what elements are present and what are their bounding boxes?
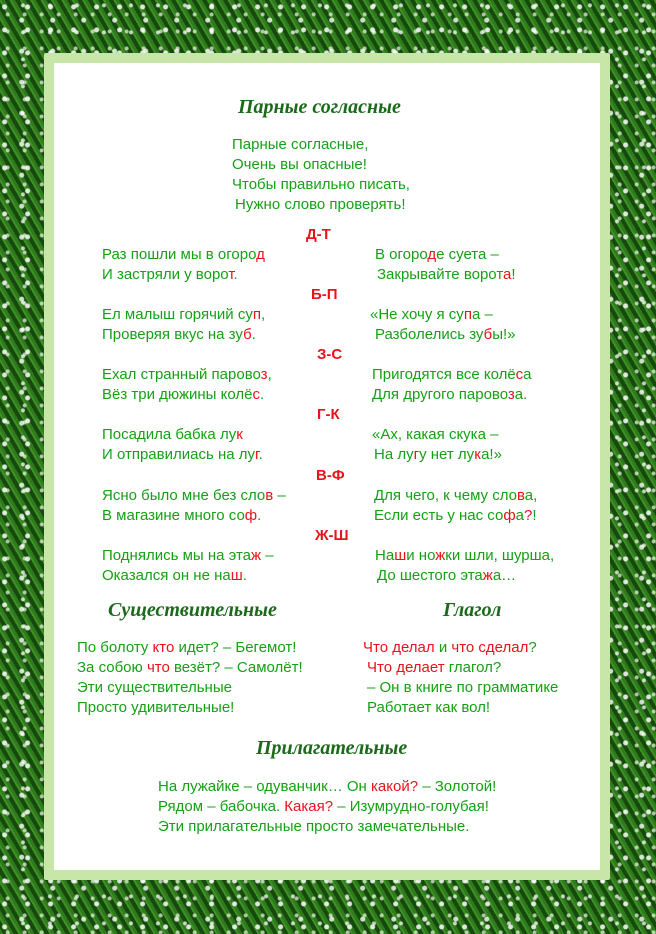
pair-label-bp: Б-П [311, 286, 338, 303]
pair-dt-left-1: Раз пошли мы в огород [102, 246, 265, 263]
verb-line-4: Работает как вол! [367, 699, 491, 716]
pair-bp-left-1: Ел малыш горячий суп, [102, 306, 266, 323]
noun-line-1: По болоту кто идет? – Бегемот! [77, 639, 297, 656]
pair-bp-left-2: Проверяя вкус на зуб. [102, 326, 256, 343]
pair-dt-right-1: В огороде суета – [375, 246, 499, 263]
pair-zs-left-1: Ехал странный паровоз, [102, 366, 272, 383]
paired-title: Парные согласные [238, 96, 401, 118]
pair-zhsh-left-2: Оказался он не наш. [102, 567, 247, 584]
verb-line-2: Что делает глагол? [367, 659, 502, 676]
adjective-line-3: Эти прилагательные просто замечательные. [158, 818, 470, 835]
adjective-line-1: На лужайке – одуванчик… Он какой? – Золотой! [158, 778, 497, 795]
pair-bp-right-2: Разболелись зубы!» [375, 326, 516, 343]
pair-zhsh-right-1: Наши ножки шли, шурша, [375, 547, 555, 564]
poem-line-2: Очень вы опасные! [232, 156, 367, 173]
pair-gk-right-2: На лугу нет лука!» [374, 446, 502, 463]
pair-vf-left-2: В магазине много соф. [102, 507, 262, 524]
pair-gk-left-1: Посадила бабка лук [102, 426, 243, 443]
pair-label-zhsh: Ж-Ш [315, 527, 349, 544]
pair-zs-right-2: Для другого паровоза. [372, 386, 528, 403]
verb-line-1: Что делал и что сделал? [363, 639, 537, 656]
adjective-title: Прилагательные [256, 737, 408, 759]
verb-title: Глагол [443, 599, 502, 621]
noun-line-4: Просто удивительные! [77, 699, 235, 716]
pair-zs-left-2: Вёз три дюжины колёс. [102, 386, 265, 403]
pair-dt-left-2: И застряли у ворот. [102, 266, 238, 283]
noun-title: Существительные [108, 599, 277, 621]
noun-line-3: Эти существительные [77, 679, 232, 696]
pair-label-vf: В-Ф [316, 467, 345, 484]
pair-bp-right-1: «Не хочу я супа – [370, 306, 493, 323]
noun-line-2: За собою что везёт? – Самолёт! [77, 659, 303, 676]
pair-vf-right-2: Если есть у нас софа?! [374, 507, 537, 524]
pair-zs-right-1: Пригодятся все колёса [372, 366, 532, 383]
pair-vf-left-1: Ясно было мне без слов – [102, 487, 286, 504]
pair-label-gk: Г-К [317, 406, 340, 423]
pair-zhsh-left-1: Поднялись мы на этаж – [102, 547, 274, 564]
poem-line-4: Нужно слово проверять! [235, 196, 406, 213]
pair-label-zs: З-С [317, 346, 343, 363]
pair-zhsh-right-2: До шестого этажа… [377, 567, 517, 584]
poem-line-3: Чтобы правильно писать, [232, 176, 410, 193]
adjective-line-2: Рядом – бабочка. Какая? – Изумрудно-голубая! [158, 798, 489, 815]
pair-dt-right-2: Закрывайте ворота! [377, 266, 516, 283]
verb-line-3: – Он в книге по грамматике [367, 679, 559, 696]
pair-gk-left-2: И отправилиась на луг. [102, 446, 263, 463]
pair-label-dt: Д-Т [306, 226, 331, 243]
poem-line-1: Парные согласные, [232, 136, 369, 153]
pair-vf-right-1: Для чего, к чему слова, [374, 487, 538, 504]
pair-gk-right-1: «Ах, какая скука – [372, 426, 499, 443]
